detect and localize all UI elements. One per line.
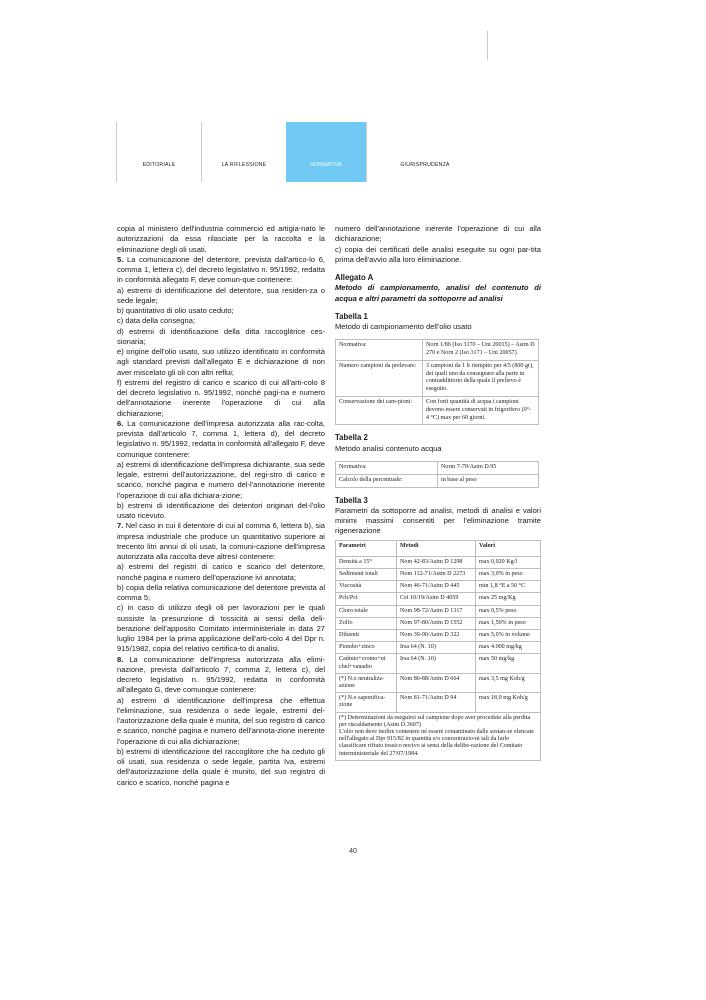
- item-number: 6.: [117, 418, 124, 428]
- paragraph: copia al ministero dell'industria commercio ed artigia-nato le autorizzazioni da essa rilasciate per la raccolta e la eliminazione degli oli usati.: [117, 224, 325, 254]
- tab-label: LA RIFLESSIONE: [221, 162, 267, 168]
- table-1-subtitle: Metodo di campionamento dell'olio usato: [335, 322, 472, 331]
- table-cell: Norm 7-70/Astm D.95: [438, 461, 539, 474]
- paragraph: d) estremi di identificazione della ditta raccoglitrice ces-sionaria;: [117, 326, 325, 346]
- tab-label: NORMATIVA: [310, 162, 342, 168]
- paragraph: b) estremi di identificazione del raccoglitore che ha ceduto gli oli usati, sua residenza o sede legale, partita Iva, estremi dell'autorizzazione della quale è munito, del suo registro di carico e scarico, nonché pagina e: [117, 746, 325, 787]
- table-2: [335, 461, 539, 488]
- table-header-row: [336, 540, 541, 556]
- paragraph: f) estremi del registro di carico e scarico di cui all'arti-colo 8 del decreto legislativo n. 95/1992, nonché pagi-na e numero dell'annotazione inerente l'operazione di cui alla dichiarazione;: [117, 377, 325, 418]
- table-3-title: Tabella 3: [335, 495, 368, 505]
- paragraph: a) estremi di identificazione del detentore, sua residen-za o sede legale;: [117, 285, 325, 305]
- table-row: [336, 629, 541, 641]
- tab-label: EDITORIALE: [142, 162, 176, 168]
- note-text: L'olio non deve inoltre contenere né essere contaminato dalle sostan-ze elencate nell'allegato al Dpr 915/82 in quantità e/o concentrazio-ni tali da farlo classificare rifiuto tossico nocivo ai sensi della delibe-razione del Comitato interministeriale del 27/07/1984.: [339, 728, 534, 757]
- table-2-title: Tabella 2: [335, 433, 368, 443]
- paragraph: b) estremi di identificazione dei detentori originari del-l'olio usato ricevuto.: [117, 500, 325, 520]
- table-cell: Pcb/Pct: [336, 593, 397, 605]
- table-cell: max 18,0 mg Koh/g: [476, 693, 541, 712]
- tab-la-riflessione[interactable]: [201, 122, 286, 182]
- table-cell: 3 campioni da 1 lt riempito per 4/5 (800 gr), dei quali uno da consegnare alla parte in contraddittorio della quale il prelievo è eseguito.: [423, 360, 539, 396]
- table-1-title: Tabella 1: [335, 311, 368, 321]
- table-cell: max 0,5% peso: [476, 605, 541, 617]
- table-cell: Densità a 15°: [336, 556, 397, 568]
- table-cell: Nom 42-83/Astm D 1298: [397, 556, 476, 568]
- table-row: [336, 568, 541, 580]
- table-row: [336, 340, 539, 361]
- table-cell: Diluenti: [336, 629, 397, 641]
- table-row: [336, 617, 541, 629]
- page-number: 40: [349, 848, 357, 855]
- table-row: [336, 581, 541, 593]
- table-cell: Nom 112-71/Astm D 2273: [397, 568, 476, 580]
- table-cell: Conservazione dei cam-pioni:: [336, 397, 423, 425]
- table-row: [336, 673, 541, 692]
- paragraph: c) in caso di utilizzo degli oli per lavorazioni per le quali sussiste la presunzione di tossicità ai sensi della deli-berazione dell'apposito Comitato interministeriale in data 27 luglio 1984 per la prima applicazione dell'arti-colo 4 del Dpr n. 915/1982, copia del relativo certifica-to di analisi.: [117, 603, 325, 654]
- table-cell: min 1,8 °E a 50 °C: [476, 581, 541, 593]
- table-row: [336, 556, 541, 568]
- table-cell: (*) N.o saponifica-zione: [336, 693, 397, 712]
- table-cell: max 4.000 mg/kg: [476, 642, 541, 654]
- table-3: [335, 540, 541, 761]
- table-cell: Normativa:: [336, 461, 438, 474]
- allegato-subtitle: Metodo di campionamento, analisi del contenuto di acqua e altri parametri da sottoporre ad analisi: [335, 283, 541, 303]
- table-row: [336, 654, 541, 673]
- table-cell: Cei 10/19/Astm D 4059: [397, 593, 476, 605]
- table-row: [336, 605, 541, 617]
- table-cell: Nom 98-72/Astm D 1317: [397, 605, 476, 617]
- item-number: 8.: [117, 654, 124, 664]
- table-cell: Nom 46-71/Astm D 445: [397, 581, 476, 593]
- right-column: [335, 224, 541, 761]
- paragraph: a) estremi di identificazione dell'impresa che effettua l'eliminazione, sua residenza o sede legale, estremi del-l'autorizzazione della quale è munita, del suo registro di carico e scarico, nonché pagina e numero dell'annota-zione inerente l'operazione di cui alla dichiarazione;: [117, 695, 325, 746]
- paragraph: a) estremi del registri di carico e scarico del detentore, nonché pagina e numero dell'operazione ivi annotata;: [117, 562, 325, 582]
- tab-normativa[interactable]: [286, 122, 366, 182]
- table-cell: Nom 81-71/Astm D 94: [397, 693, 476, 712]
- table-row: [336, 693, 541, 712]
- paragraph: [117, 419, 325, 460]
- paragraph: b) copia della relativa comunicazione del detentore prevista al comma 5;: [117, 582, 325, 602]
- table-note-row: [336, 712, 541, 760]
- table-cell: Calcolo della percentuale:: [336, 474, 438, 487]
- table-cell: max 1,50% in peso: [476, 617, 541, 629]
- table-cell: max 3,0% in peso: [476, 568, 541, 580]
- paragraph: c) data della consegna;: [117, 316, 196, 326]
- table-cell: Viscosità: [336, 581, 397, 593]
- table-row: [336, 593, 541, 605]
- table-cell: Nom 86-88/Astm D 664: [397, 673, 476, 692]
- column-header: Metodi: [397, 540, 476, 556]
- nav-divider: [487, 31, 488, 60]
- table-cell: Con forti quantità di acqua i campioni devono essere conservati in frigorifero (0°- 4 °C) max per 60 giorni.: [423, 397, 539, 425]
- table-cell: Irsa 64 (N. 10): [397, 642, 476, 654]
- paragraph: [117, 521, 325, 562]
- paragraph-text: La comunicazione dell'impresa autorizzata alla elimi-nazione, prevista dall'articolo 7, comma 2, lettera c), del decreto legislativo n. 95/1992, redatta in conformità all'allegato G, deve comunque contenere:: [117, 654, 325, 695]
- allegato-title: Allegato A: [335, 273, 374, 282]
- table-cell: Nom 97-80/Astm D 1552: [397, 617, 476, 629]
- section-nav: [116, 122, 488, 182]
- table-cell: max 50 mg/kg: [476, 654, 541, 673]
- table-row: [336, 360, 539, 396]
- table-cell: Sedimenti totali: [336, 568, 397, 580]
- paragraph: [117, 655, 325, 696]
- table-cell: Zolfo: [336, 617, 397, 629]
- paragraph: a) estremi di identificazione dell'impresa dichiarante, sua sede legale, estremi dell'autorizzazione, del regi-stro di carico e scarico, nonché pagina e numero del-l'annotazione inerente l'operazione di cui alla dichiara-zione;: [117, 459, 325, 500]
- table-cell: Numero campioni da prelevare:: [336, 360, 423, 396]
- paragraph: c) copia dei certificati delle analisi eseguite su ogni par-tita prima dell'avvio alla loro eliminazione.: [335, 244, 541, 264]
- tab-label: GIURISPRUDENZA: [400, 162, 450, 168]
- table-cell: Normativa:: [336, 340, 423, 361]
- paragraph-text: La comunicazione dell'impresa autorizzata alla rac-colta, prevista dall'articolo 7, comma 1, lettera d), del decreto legislativo n. 95/1992, redatta in conformità all'allegato F, deve comunque contenere:: [117, 418, 325, 459]
- table-cell: Norn 1/86 (Iso 3170 – Uni 20015) – Astm D 270 e Norn 2 (Iso 3171 – Uni 20057): [423, 340, 539, 361]
- table-3-subtitle: Parametri da sottoporre ad analisi, metodi di analisi e valori minimi massimi consentiti per l'eliminazione tramite rigenerazione: [335, 505, 541, 536]
- table-cell: Cadmio+cromo+ni chel+vanadio: [336, 654, 397, 673]
- table-row: [336, 474, 539, 487]
- table-cell: Irsa 64 (N. 10): [397, 654, 476, 673]
- table-row: [336, 397, 539, 425]
- note-text: (*) Determinazioni da eseguirsi sul campione dopo aver proceduto alla perdita per riscaldamento (Astm D.3607): [339, 714, 531, 728]
- table-2-subtitle: Metodo analisi contenuto acqua: [335, 443, 442, 453]
- table-cell: Nom 39-90/Astm D 322: [397, 629, 476, 641]
- table-cell: max 5,0% in volume: [476, 629, 541, 641]
- table-cell: in base al peso: [438, 474, 539, 487]
- column-header: Valori: [476, 540, 541, 556]
- paragraph-text: La comunicazione del detentore, prevista dall'artico-lo 6, comma 1, lettera c), del decreto legislativo n. 95/1992, redatta in conformità allegato F, deve comun-que contenere:: [117, 254, 325, 285]
- paragraph-text: Nel caso in cui il detentore di cui al comma 6, lettera b), sia impresa industriale che produce un quantitativo superiore ai trecento litri annui di oli usati, la comuni-cazione dell'impresa autorizzata alla raccolta deve altresì contenere:: [117, 521, 325, 561]
- table-cell: max 25 mg/Kg: [476, 593, 541, 605]
- left-column: [117, 224, 325, 788]
- item-number: 5.: [117, 254, 124, 264]
- table-cell: max 0,920 Kg/l: [476, 556, 541, 568]
- table-cell: max 3,5 mg Koh/g: [476, 673, 541, 692]
- paragraph: e) origine dell'olio usato, suo utilizzo identificato in conformità agli standard previsti dall'allegato E e dichiarazione di non aver miscelato gli oli con altri reflui;: [117, 347, 325, 377]
- paragraph: [117, 255, 325, 286]
- paragraph: numero dell'annotazione inerente l'operazione di cui alla dichiarazione;: [335, 224, 541, 244]
- table-note: [336, 712, 541, 760]
- tab-giurisprudenza[interactable]: [366, 122, 483, 182]
- table-cell: Cloro totale: [336, 605, 397, 617]
- table-1: [335, 339, 539, 425]
- table-row: [336, 461, 539, 474]
- table-cell: (*) N.o neutralizz-azione: [336, 673, 397, 692]
- item-number: 7.: [117, 521, 124, 531]
- column-header: Parametri: [336, 540, 397, 556]
- tab-editoriale[interactable]: [116, 122, 201, 182]
- paragraph: b) quantitativo di olio usato ceduto;: [117, 306, 234, 315]
- table-cell: Piombo+zinco: [336, 642, 397, 654]
- table-row: [336, 642, 541, 654]
